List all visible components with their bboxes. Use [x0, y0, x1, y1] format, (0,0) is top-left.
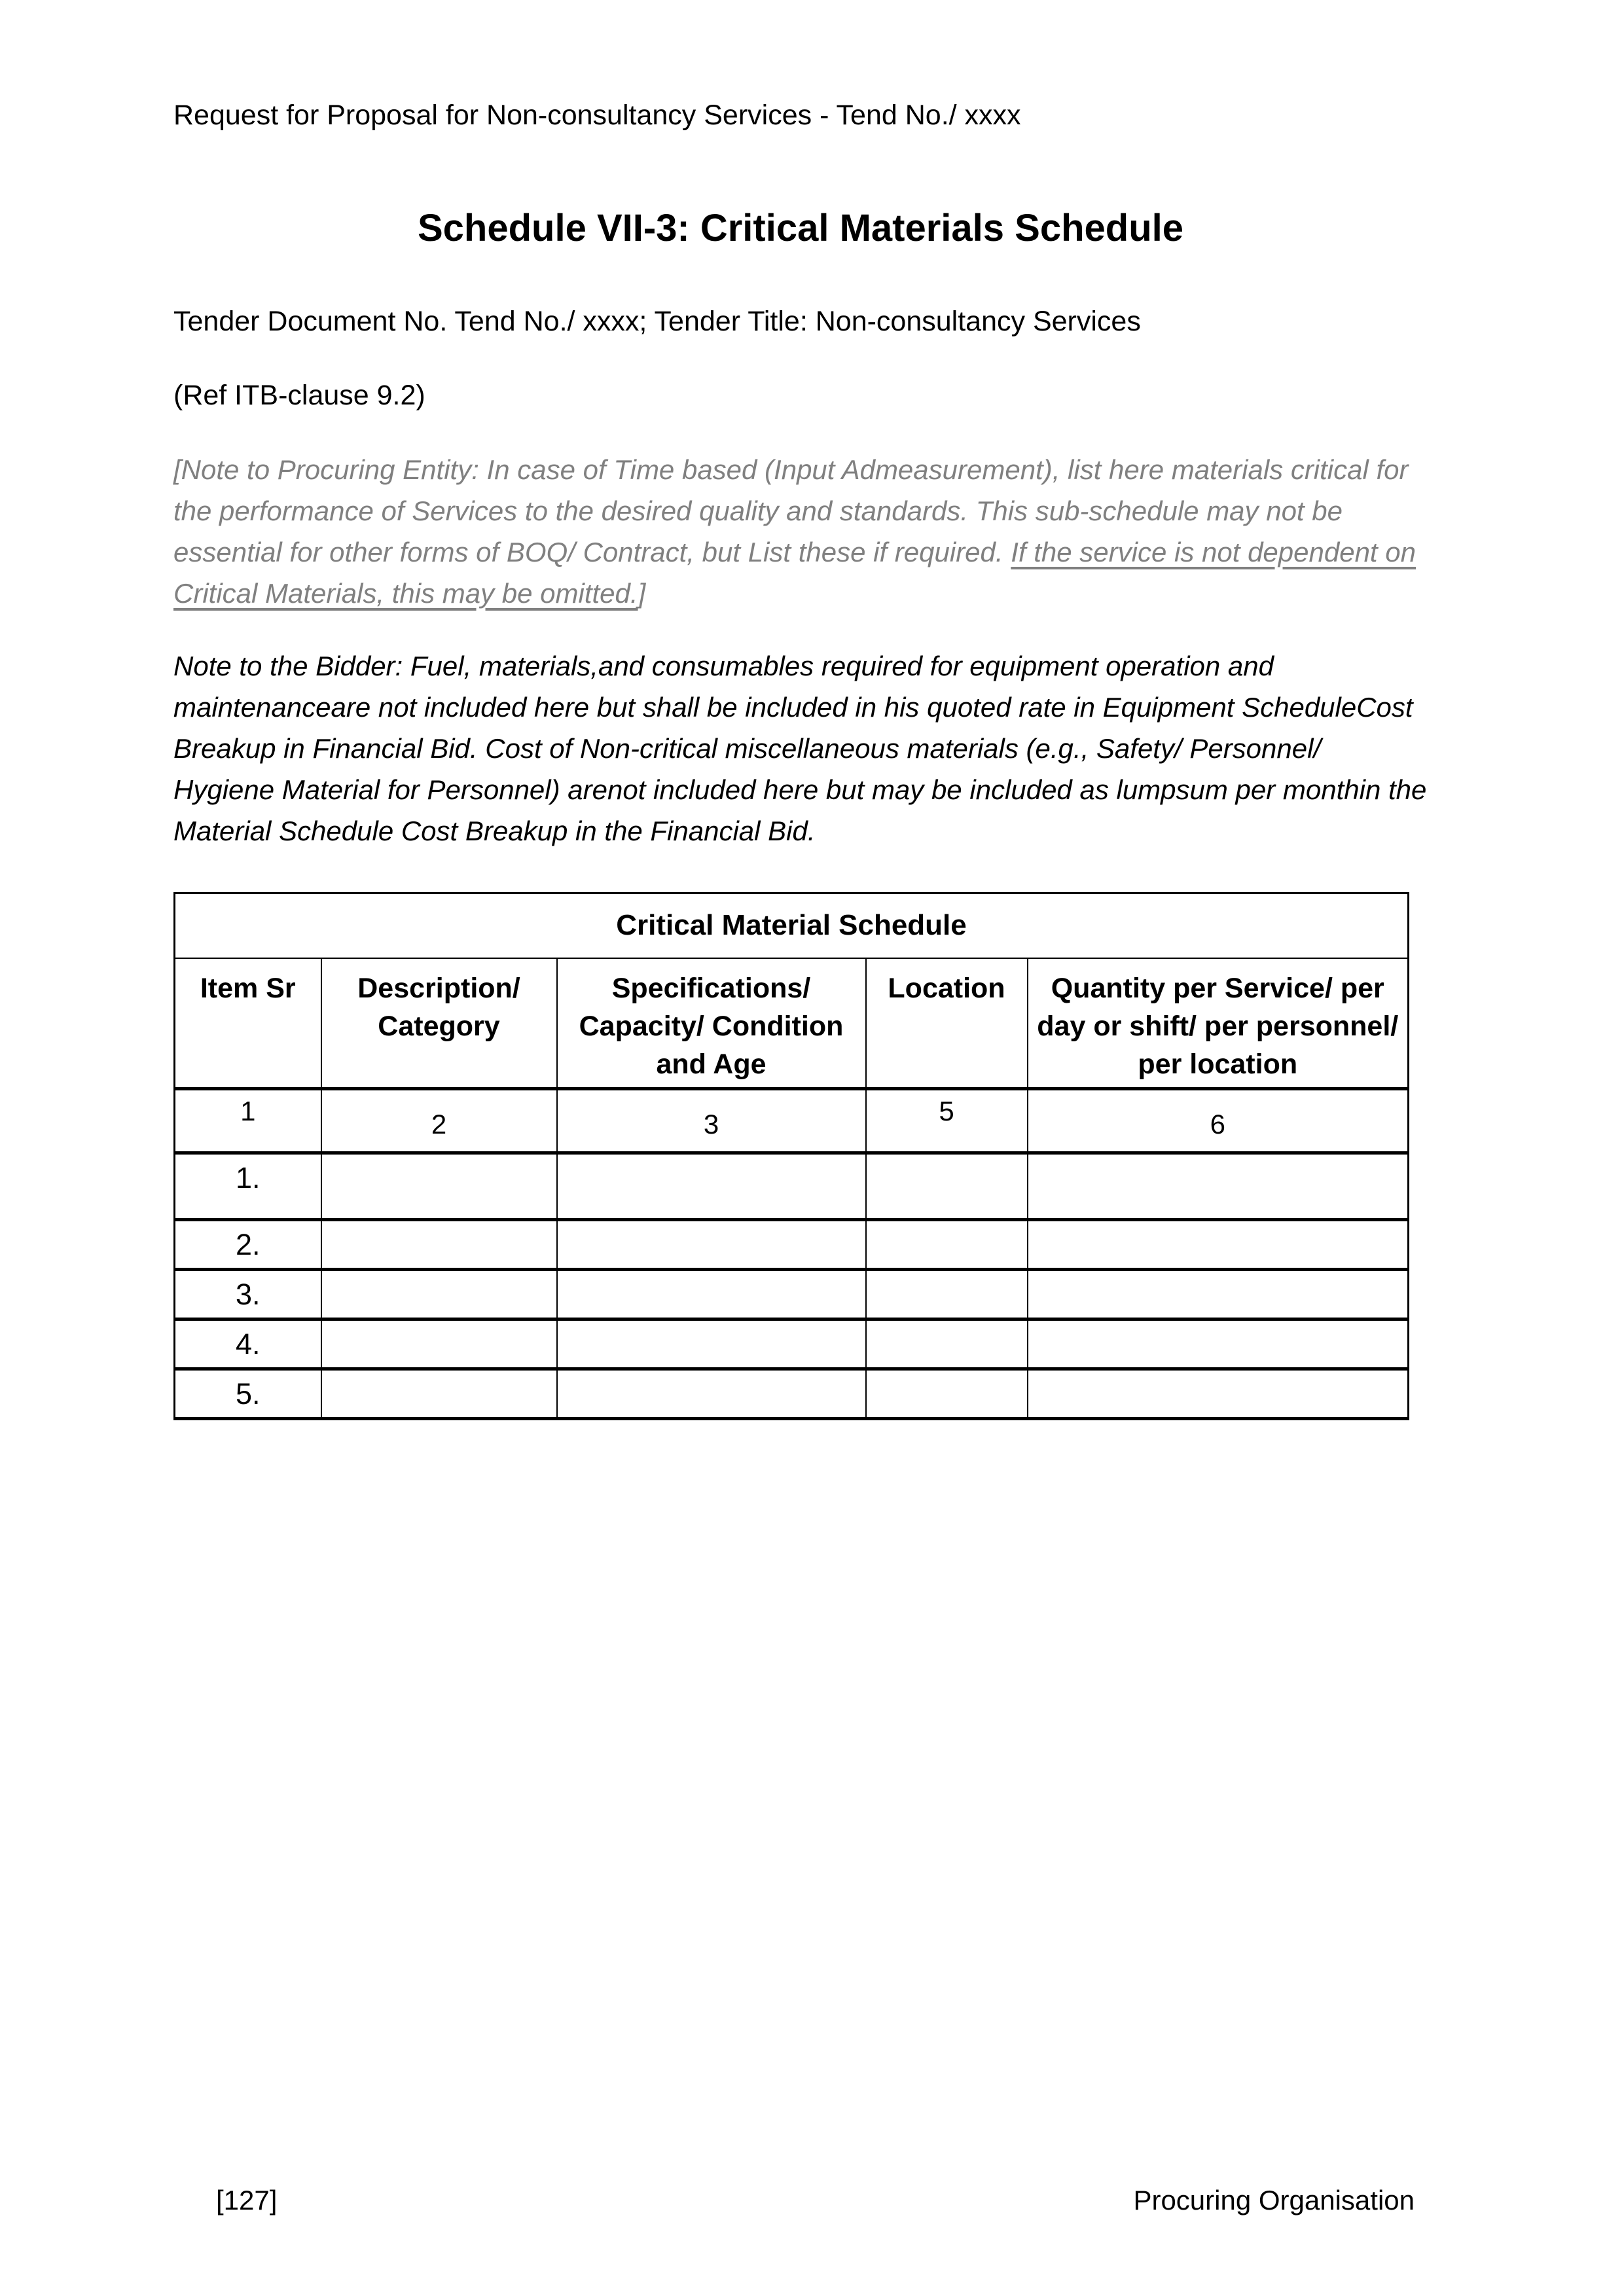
table-cell — [1028, 1270, 1409, 1319]
table-caption: Critical Material Schedule — [175, 893, 1409, 958]
table-row — [175, 1220, 1409, 1270]
page-content — [173, 98, 1428, 1420]
header-item-sr: Item Sr — [175, 958, 321, 1089]
row-label: 5. — [175, 1369, 321, 1419]
table-cell — [866, 1319, 1028, 1369]
table-cell — [321, 1153, 557, 1220]
critical-material-schedule-table — [173, 892, 1409, 1421]
table-cell — [866, 1369, 1028, 1419]
table-row — [175, 1319, 1409, 1369]
column-number: 2 — [321, 1089, 557, 1153]
page-title: Schedule VII-3: Critical Materials Schedule — [417, 206, 1184, 249]
table-cell — [1028, 1220, 1409, 1270]
table-row — [175, 1153, 1409, 1220]
table-cell — [321, 1319, 557, 1369]
itb-clause-reference: (Ref ITB-clause 9.2) — [173, 379, 425, 411]
table-cell — [321, 1369, 557, 1419]
table-cell — [557, 1220, 866, 1270]
page-number: [127] — [216, 2185, 278, 2215]
note-plain-text: [Note to Procuring Entity: In case of Time based (Input Admeasurement), list here materials critical for the performance of Services to the desired quality and standards. This sub-schedule may not be essential for other forms of BOQ/ Contract, but List these if required. — [173, 454, 1409, 567]
table-row — [175, 1369, 1409, 1419]
column-number: 5 — [866, 1089, 1028, 1153]
note-closing-bracket: ] — [638, 577, 646, 609]
header-location: Location — [866, 958, 1028, 1089]
table-cell — [557, 1319, 866, 1369]
table-cell — [321, 1270, 557, 1319]
note-underlined-text: If the service is not dependent on Critical Materials, this may be omitted. — [173, 536, 1416, 609]
table-header-row — [175, 958, 1409, 1089]
table-caption-row — [175, 893, 1409, 958]
table-row — [175, 1270, 1409, 1319]
page-footer — [216, 2185, 1415, 2216]
running-header: Request for Proposal for Non-consultancy Services - Tend No./ xxxx — [173, 99, 1021, 131]
note-to-bidder: Note to the Bidder: Fuel, materials,and consumables required for equipment operation and maintenanceare not included here but shall be included in his quoted rate in Equipment ScheduleCost Breakup in Financial Bid. Cost of Non-critical miscellaneous materials (e.g., Safety/ Personnel/ Hygiene Material for Personnel) arenot included here but may be included as lumpsum per monthin the Material Schedule Cost Breakup in the Financial Bid. — [173, 650, 1427, 846]
row-label: 3. — [175, 1270, 321, 1319]
table-cell — [1028, 1153, 1409, 1220]
header-quantity: Quantity per Service/ per day or shift/ per personnel/ per location — [1028, 958, 1409, 1089]
row-label: 1. — [175, 1153, 321, 1220]
row-label: 2. — [175, 1220, 321, 1270]
column-number: 3 — [557, 1089, 866, 1153]
table-cell — [1028, 1369, 1409, 1419]
column-number: 1 — [175, 1089, 321, 1153]
tender-document-line: Tender Document No. Tend No./ xxxx; Tender Title: Non-consultancy Services — [173, 306, 1141, 338]
header-description-category: Description/ Category — [321, 958, 557, 1089]
note-to-procuring-entity — [173, 449, 1428, 614]
table-cell — [557, 1369, 866, 1419]
table-cell — [866, 1270, 1028, 1319]
table-cell — [1028, 1319, 1409, 1369]
table-cell — [866, 1153, 1028, 1220]
table-cell — [557, 1270, 866, 1319]
table-cell — [557, 1153, 866, 1220]
header-specifications: Specifications/ Capacity/ Condition and Age — [557, 958, 866, 1089]
row-label: 4. — [175, 1319, 321, 1369]
column-number: 6 — [1028, 1089, 1409, 1153]
column-numbering-row — [175, 1089, 1409, 1153]
table-cell — [321, 1220, 557, 1270]
footer-organisation: Procuring Organisation — [1133, 2185, 1415, 2215]
table-cell — [866, 1220, 1028, 1270]
